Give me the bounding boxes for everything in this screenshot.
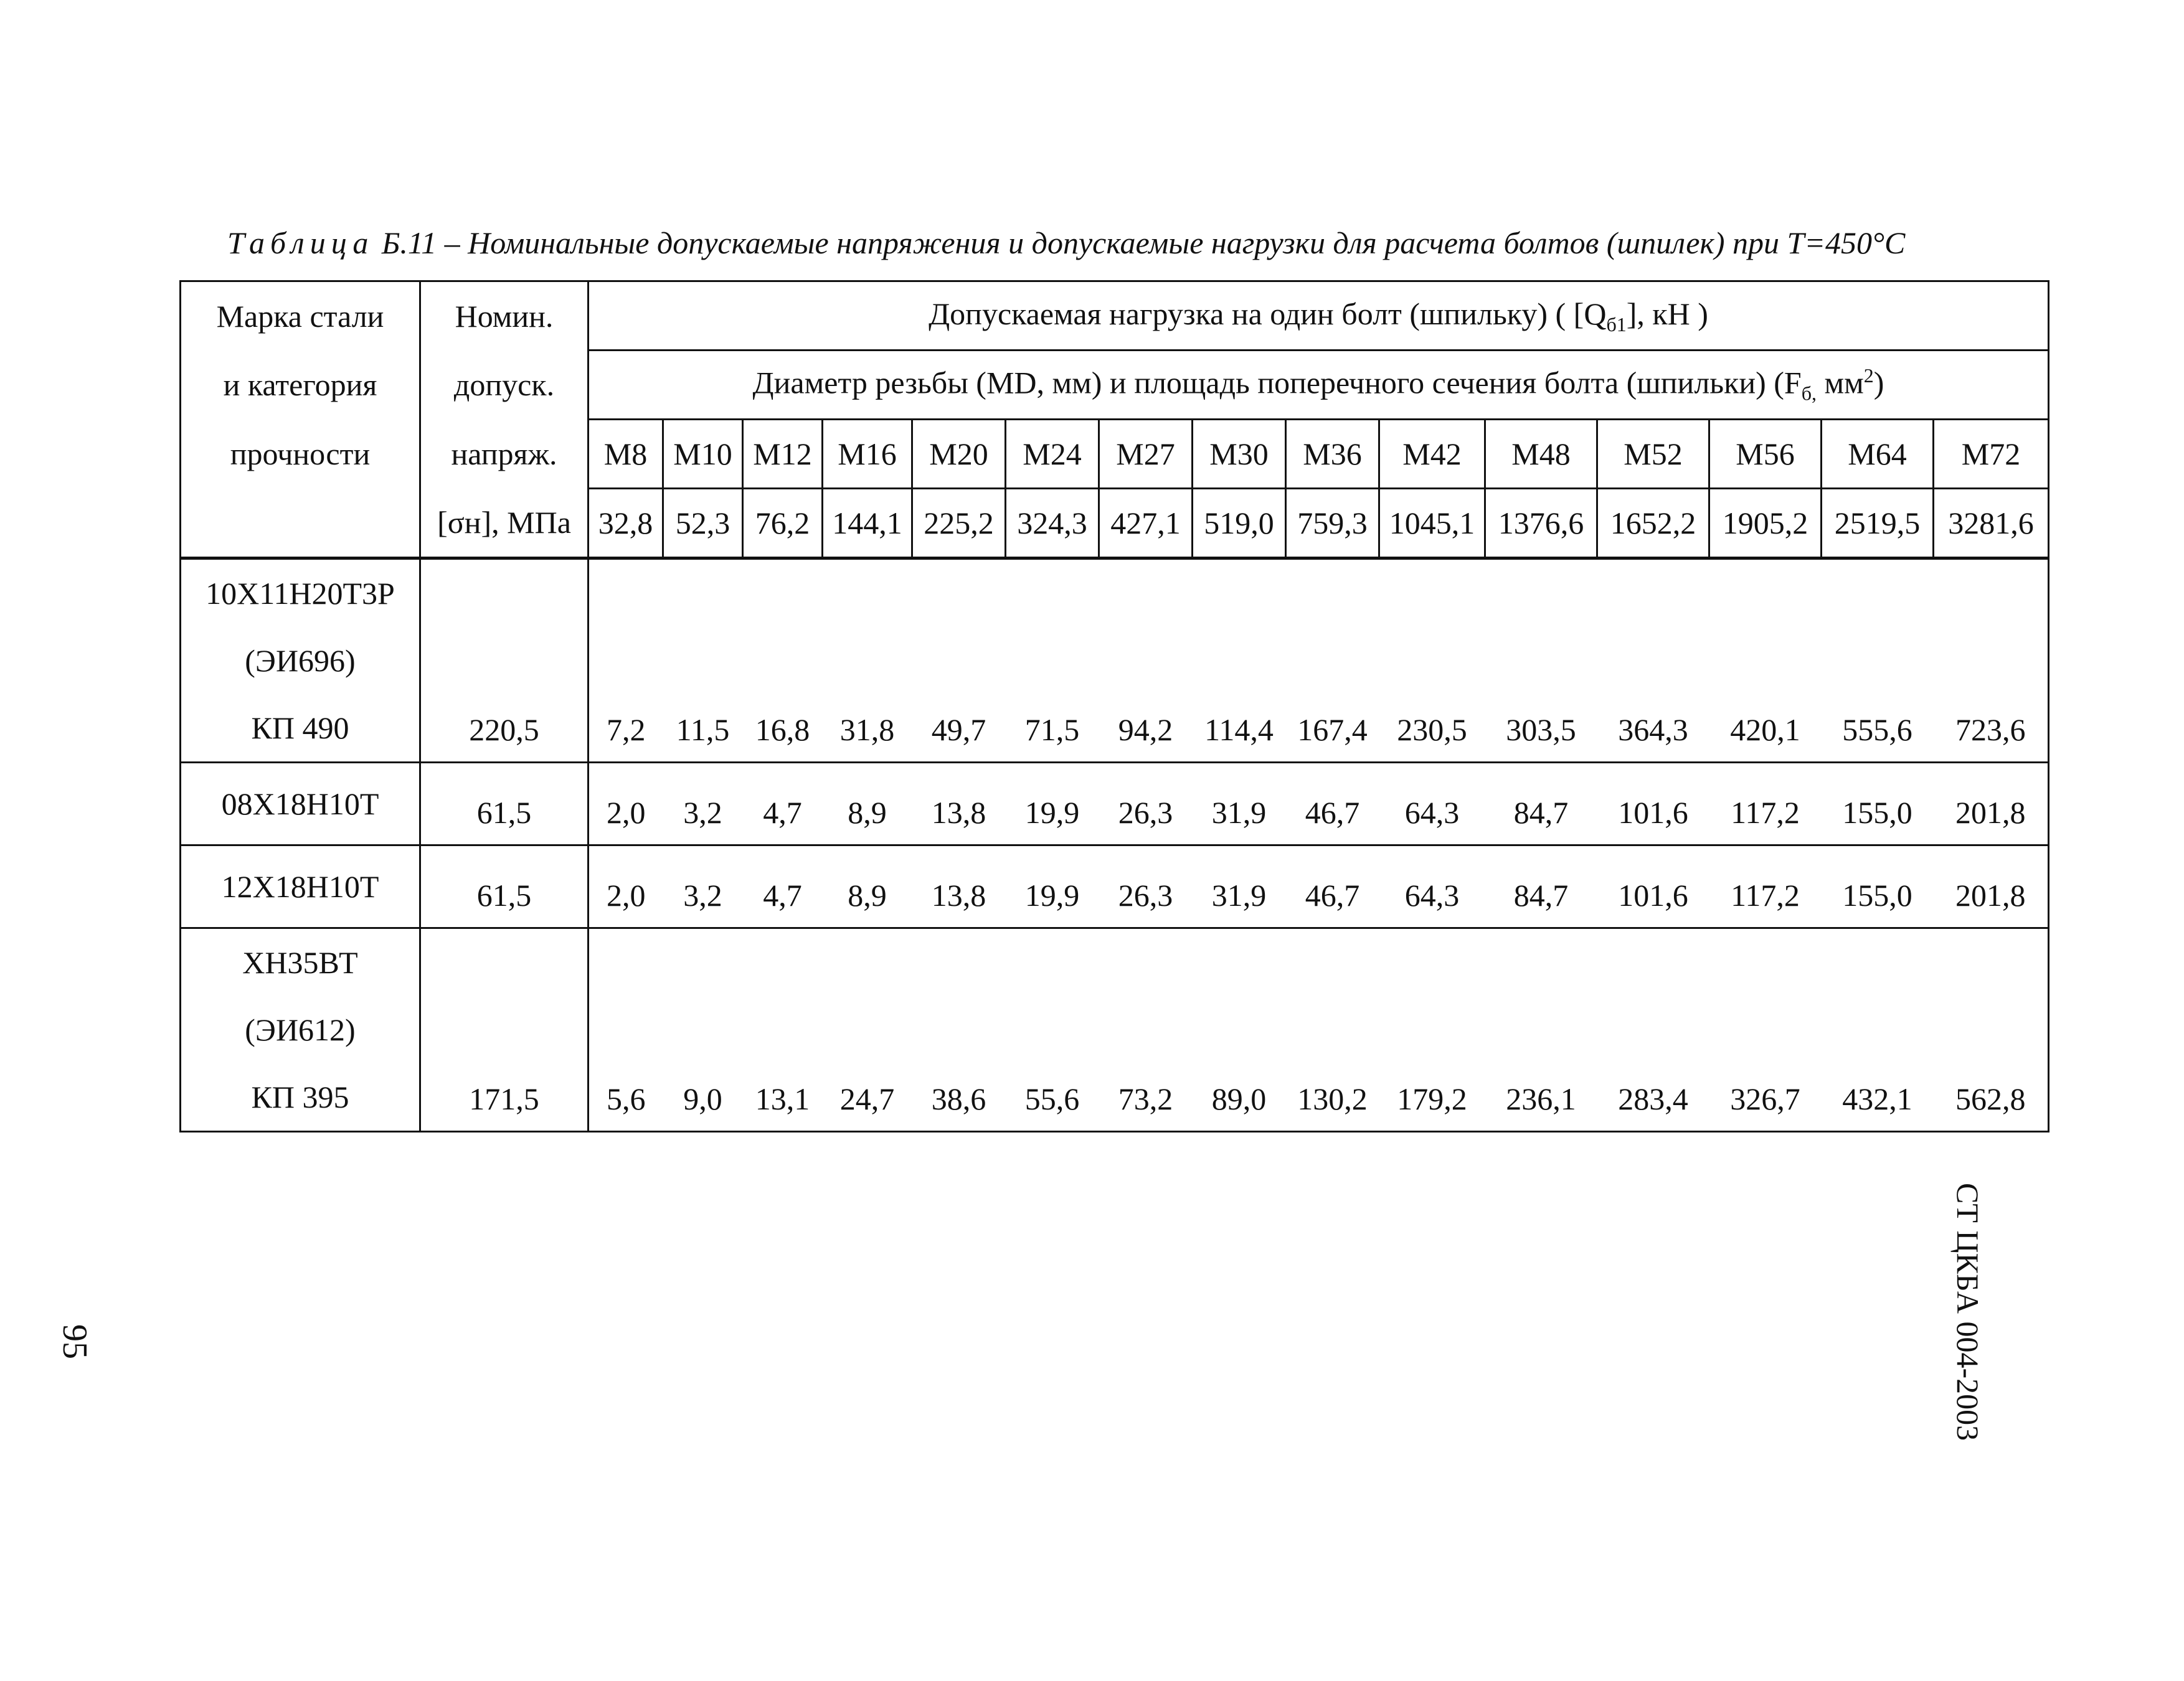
load-value-cell: 84,7 [1485, 763, 1597, 845]
load-value-cell: 26,3 [1099, 763, 1193, 845]
load-value-cell: 723,6 [1934, 558, 2049, 763]
nominal-stress-cell: 171,5 [420, 928, 589, 1132]
load-value-cell: 555,6 [1822, 558, 1934, 763]
steel-grade-line: 12Х18Н10Т [221, 869, 379, 904]
allowable-loads-table [179, 280, 2049, 1132]
stress-header-line: Номин. [420, 281, 589, 351]
nominal-stress-cell: 220,5 [420, 558, 589, 763]
area-header: 2519,5 [1822, 489, 1934, 558]
size-header: M52 [1597, 420, 1709, 489]
load-value-cell: 2,0 [589, 763, 663, 845]
caption-prefix: Таблица [227, 225, 374, 260]
size-header: M12 [743, 420, 823, 489]
size-header: M10 [663, 420, 743, 489]
area-header: 427,1 [1099, 489, 1193, 558]
steel-grade-line: 10Х11Н20Т3Р [206, 576, 395, 611]
load-value-cell: 101,6 [1597, 845, 1709, 928]
size-header: M8 [589, 420, 663, 489]
page-number: 95 [55, 1324, 94, 1359]
steel-grade-line: КП 395 [251, 1080, 349, 1114]
load-value-cell: 3,2 [663, 763, 743, 845]
size-header: M16 [823, 420, 912, 489]
load-value-cell: 364,3 [1597, 558, 1709, 763]
load-value-cell: 303,5 [1485, 558, 1597, 763]
size-header: M27 [1099, 420, 1193, 489]
load-value-cell: 7,2 [589, 558, 663, 763]
load-value-cell: 9,0 [663, 928, 743, 1132]
load-value-cell: 3,2 [663, 845, 743, 928]
load-value-cell: 420,1 [1709, 558, 1822, 763]
size-header: M36 [1286, 420, 1379, 489]
load-value-cell: 89,0 [1193, 928, 1286, 1132]
document-code: СТ ЦКБА 004-2003 [1950, 1183, 1985, 1441]
area-header: 225,2 [912, 489, 1006, 558]
header-row-areas [181, 489, 2049, 558]
table-row [181, 763, 2049, 845]
load-value-cell: 155,0 [1822, 845, 1934, 928]
load-value-cell: 283,4 [1597, 928, 1709, 1132]
diameter-title [589, 351, 2049, 420]
load-value-cell: 64,3 [1379, 763, 1485, 845]
table-row [181, 845, 2049, 928]
load-value-cell: 13,8 [912, 845, 1006, 928]
size-header: M64 [1822, 420, 1934, 489]
load-value-cell: 114,4 [1193, 558, 1286, 763]
table-row [181, 928, 2049, 1132]
load-value-cell: 19,9 [1006, 763, 1099, 845]
load-value-cell: 4,7 [743, 763, 823, 845]
load-title [589, 281, 2049, 351]
size-header: M30 [1193, 420, 1286, 489]
load-value-cell: 326,7 [1709, 928, 1822, 1132]
load-value-cell: 167,4 [1286, 558, 1379, 763]
stress-header-line: [σн], МПа [420, 489, 589, 558]
load-value-cell: 101,6 [1597, 763, 1709, 845]
area-header: 324,3 [1006, 489, 1099, 558]
load-value-cell: 155,0 [1822, 763, 1934, 845]
stress-header-line: напряж. [420, 420, 589, 489]
load-value-cell: 13,1 [743, 928, 823, 1132]
load-value-cell: 562,8 [1934, 928, 2049, 1132]
load-value-cell: 46,7 [1286, 763, 1379, 845]
steel-grade-cell [181, 763, 420, 845]
diameter-title-end: ) [1873, 365, 1884, 400]
load-value-cell: 201,8 [1934, 845, 2049, 928]
load-value-cell: 236,1 [1485, 928, 1597, 1132]
load-value-cell: 26,3 [1099, 845, 1193, 928]
load-title-end: ], кН ) [1626, 296, 1708, 331]
load-value-cell: 2,0 [589, 845, 663, 928]
load-value-cell: 179,2 [1379, 928, 1485, 1132]
load-value-cell: 117,2 [1709, 763, 1822, 845]
steel-grade-line: КП 490 [251, 710, 349, 745]
steel-header-line: и категория [181, 351, 420, 420]
size-header: M72 [1934, 420, 2049, 489]
size-header: M24 [1006, 420, 1099, 489]
load-value-cell: 8,9 [823, 763, 912, 845]
steel-grade-line: (ЭИ612) [245, 1012, 356, 1047]
diameter-title-sub: б, [1801, 382, 1817, 405]
load-title-text: Допускаемая нагрузка на один болт (шпильку) ( [Q [929, 296, 1607, 331]
steel-grade-cell [181, 558, 420, 763]
steel-grade-cell [181, 845, 420, 928]
size-header: M56 [1709, 420, 1822, 489]
load-value-cell: 8,9 [823, 845, 912, 928]
header-row-sizes [181, 420, 2049, 489]
area-header: 32,8 [589, 489, 663, 558]
load-value-cell: 19,9 [1006, 845, 1099, 928]
area-header: 144,1 [823, 489, 912, 558]
load-value-cell: 38,6 [912, 928, 1006, 1132]
area-header: 1905,2 [1709, 489, 1822, 558]
area-header: 759,3 [1286, 489, 1379, 558]
load-value-cell: 64,3 [1379, 845, 1485, 928]
load-value-cell: 73,2 [1099, 928, 1193, 1132]
load-value-cell: 432,1 [1822, 928, 1934, 1132]
area-header: 76,2 [743, 489, 823, 558]
diameter-title-text: Диаметр резьбы (MD, мм) и площадь поперечного сечения болта (шпильки) (F [752, 365, 1802, 400]
load-value-cell: 31,8 [823, 558, 912, 763]
load-value-cell: 84,7 [1485, 845, 1597, 928]
steel-grade-cell [181, 928, 420, 1132]
area-header: 1652,2 [1597, 489, 1709, 558]
nominal-stress-cell: 61,5 [420, 763, 589, 845]
steel-grade-line: 08Х18Н10Т [221, 786, 379, 821]
steel-grade-line: (ЭИ696) [245, 643, 356, 678]
nominal-stress-cell: 61,5 [420, 845, 589, 928]
load-title-sub: б1 [1606, 313, 1627, 336]
steel-grade-line: ХН35ВТ [242, 945, 358, 980]
load-value-cell: 4,7 [743, 845, 823, 928]
load-value-cell: 201,8 [1934, 763, 2049, 845]
load-value-cell: 16,8 [743, 558, 823, 763]
load-value-cell: 71,5 [1006, 558, 1099, 763]
load-value-cell: 13,8 [912, 763, 1006, 845]
caption-text: Б.11 – Номинальные допускаемые напряжения и допускаемые нагрузки для расчета болтов (шпилек) при T=450°C [381, 225, 1906, 260]
load-value-cell: 117,2 [1709, 845, 1822, 928]
load-value-cell: 5,6 [589, 928, 663, 1132]
steel-header-blank [181, 489, 420, 558]
diameter-title-sup: 2 [1863, 364, 1874, 387]
steel-header-line: Марка стали [181, 281, 420, 351]
size-header: M20 [912, 420, 1006, 489]
area-header: 1045,1 [1379, 489, 1485, 558]
load-value-cell: 230,5 [1379, 558, 1485, 763]
load-value-cell: 31,9 [1193, 845, 1286, 928]
load-value-cell: 94,2 [1099, 558, 1193, 763]
load-value-cell: 46,7 [1286, 845, 1379, 928]
area-header: 3281,6 [1934, 489, 2049, 558]
header-row-1 [181, 281, 2049, 351]
load-value-cell: 31,9 [1193, 763, 1286, 845]
table-caption [227, 215, 2083, 271]
load-value-cell: 24,7 [823, 928, 912, 1132]
area-header: 519,0 [1193, 489, 1286, 558]
size-header: M48 [1485, 420, 1597, 489]
table-row [181, 558, 2049, 763]
area-header: 52,3 [663, 489, 743, 558]
steel-header-line: прочности [181, 420, 420, 489]
diameter-title-unit: мм [1817, 365, 1864, 400]
area-header: 1376,6 [1485, 489, 1597, 558]
size-header: M42 [1379, 420, 1485, 489]
load-value-cell: 49,7 [912, 558, 1006, 763]
header-row-2 [181, 351, 2049, 420]
load-value-cell: 11,5 [663, 558, 743, 763]
stress-header-line: допуск. [420, 351, 589, 420]
load-value-cell: 130,2 [1286, 928, 1379, 1132]
load-value-cell: 55,6 [1006, 928, 1099, 1132]
